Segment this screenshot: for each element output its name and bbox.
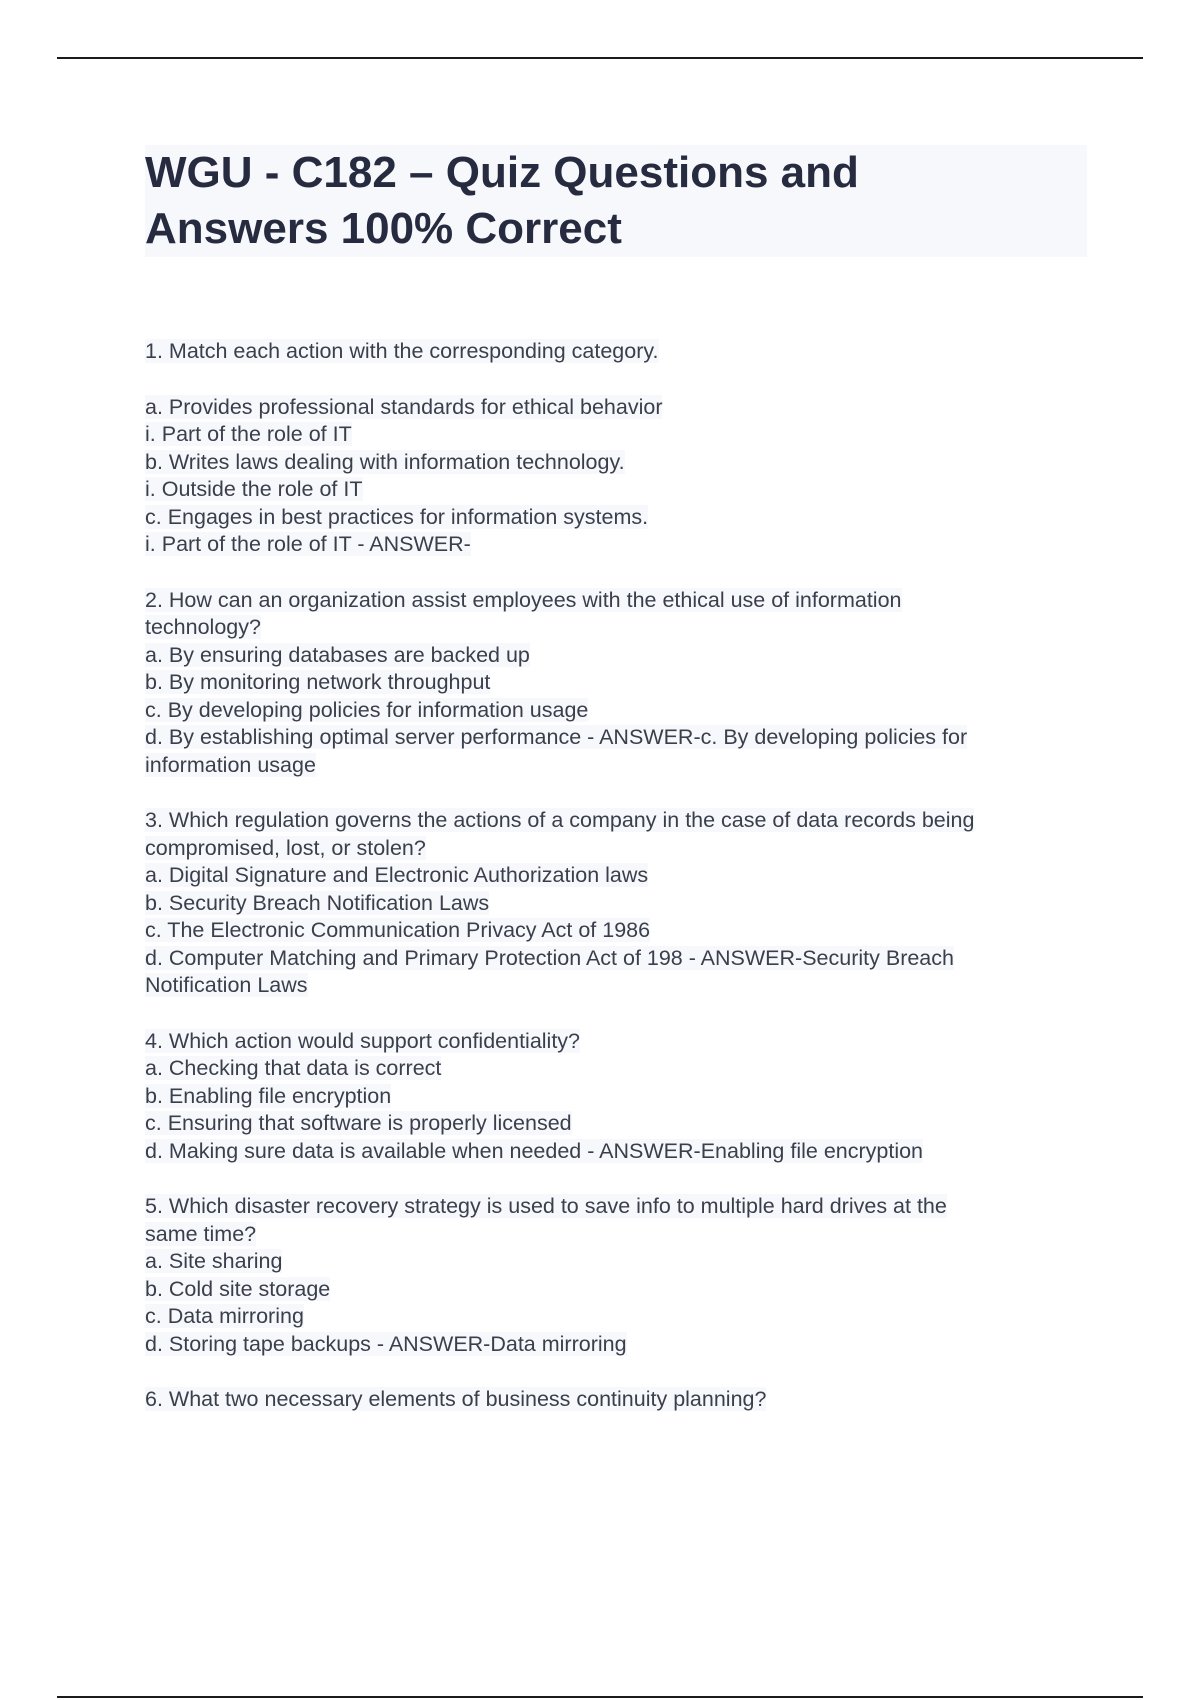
question-answer: i. Part of the role of IT - ANSWER- — [145, 532, 471, 556]
document-title — [145, 145, 1087, 257]
question-option: i. Outside the role of IT — [145, 477, 363, 501]
question-option: c. The Electronic Communication Privacy Act of 1986 — [145, 918, 651, 942]
question-2 — [145, 587, 1085, 780]
question-option: b. Security Breach Notification Laws — [145, 890, 490, 915]
top-rule — [57, 57, 1143, 59]
question-option: i. Part of the role of IT — [145, 422, 352, 446]
title-line-2: Answers 100% Correct — [145, 204, 622, 253]
question-option: b. By monitoring network throughput — [145, 670, 491, 694]
question-option: b. Cold site storage — [145, 1276, 331, 1301]
question-option: b. Writes laws dealing with information technology. — [145, 449, 625, 474]
question-text: 3. Which regulation governs the actions of a company in the case of data records being — [145, 808, 975, 832]
question-answer: d. Storing tape backups - ANSWER-Data mirroring — [145, 1331, 627, 1356]
question-option: a. Site sharing — [145, 1249, 283, 1273]
question-text: 6. What two necessary elements of business continuity planning? — [145, 1387, 767, 1411]
question-option: c. Ensuring that software is properly licensed — [145, 1111, 572, 1135]
question-answer: d. By establishing optimal server performance - ANSWER-c. By developing policies for — [145, 725, 968, 749]
question-6 — [145, 1386, 1085, 1414]
question-option: a. Digital Signature and Electronic Authorization laws — [145, 863, 649, 887]
question-text: technology? — [145, 615, 261, 639]
question-1 — [145, 338, 1085, 559]
question-option: a. By ensuring databases are backed up — [145, 642, 530, 667]
question-answer: information usage — [145, 752, 316, 777]
question-option: a. Checking that data is correct — [145, 1056, 442, 1080]
question-answer: d. Making sure data is available when needed - ANSWER-Enabling file encryption — [145, 1138, 924, 1163]
question-4 — [145, 1028, 1085, 1166]
question-text: same time? — [145, 1221, 257, 1246]
question-3 — [145, 807, 1085, 1000]
question-option: c. Engages in best practices for information systems. — [145, 504, 649, 529]
question-text: compromised, lost, or stolen? — [145, 835, 426, 860]
question-answer: d. Computer Matching and Primary Protection Act of 198 - ANSWER-Security Breach — [145, 945, 954, 970]
question-5 — [145, 1193, 1085, 1358]
question-option: c. By developing policies for information usage — [145, 697, 589, 722]
question-option: c. Data mirroring — [145, 1304, 304, 1328]
question-answer: Notification Laws — [145, 973, 308, 997]
question-text: 1. Match each action with the corresponding category. — [145, 339, 659, 363]
question-list — [145, 338, 1085, 1442]
question-option: a. Provides professional standards for ethical behavior — [145, 394, 663, 419]
question-text: 5. Which disaster recovery strategy is used to save info to multiple hard drives at the — [145, 1194, 947, 1218]
question-option: b. Enabling file encryption — [145, 1083, 392, 1108]
title-line-1: WGU - C182 – Quiz Questions and — [145, 148, 859, 197]
question-text: 4. Which action would support confidentiality? — [145, 1028, 581, 1053]
question-text: 2. How can an organization assist employees with the ethical use of information — [145, 587, 902, 612]
bottom-rule — [57, 1696, 1143, 1698]
